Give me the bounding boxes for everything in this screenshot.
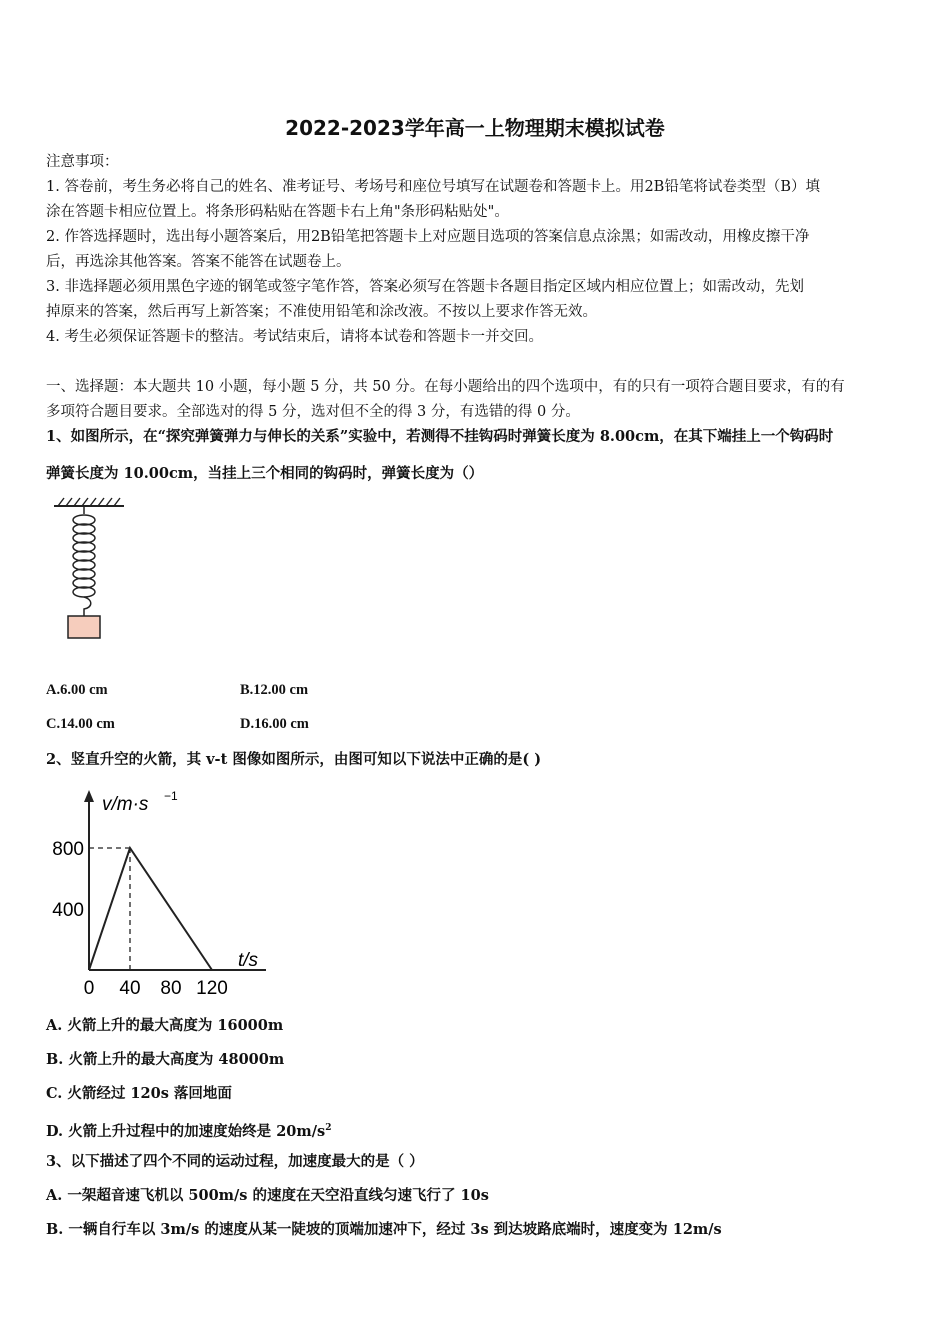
y-axis-label: v/m·s [102,794,149,815]
vt-chart [44,784,274,1000]
x-tick-label: 120 [196,978,228,999]
notice-line: 后，再选涂其他答案。答案不能答在试题卷上。 [46,254,351,270]
q1-stem: 弹簧长度为 10.00cm，当挂上三个相同的钩码时，弹簧长度为（） [46,465,484,482]
q2-option-d [46,1118,908,1142]
y-axis-label-sup: −1 [164,789,178,803]
q2-option-b: B. 火箭上升的最大高度为 48000m [46,1051,285,1068]
section-instructions: 一、选择题：本大题共 10 小题，每小题 5 分，共 50 分。在每小题给出的四个选项中，有的只有一项符合题目要求，有的有 [46,379,845,395]
q1-option-b: B.12.00 cm [240,682,309,698]
notice-line: 涂在答题卡相应位置上。将条形码粘贴在答题卡右上角"条形码粘贴处"。 [46,204,509,220]
notice-line: 掉原来的答案，然后再写上新答案；不准使用铅笔和涂改液。不按以上要求作答无效。 [46,304,597,320]
notice-line: 3. 非选择题必须用黑色字迹的钢笔或签字笔作答，答案必须写在答题卡各题目指定区域内相应位置上；如需改动，先划 [46,279,804,295]
q2-option-d-sup: 2 [325,1123,332,1133]
y-tick-label: 400 [52,900,84,921]
q1-stem: 1、如图所示，在“探究弹簧弹力与伸长的关系”实验中，若测得不挂钩码时弹簧长度为 8.00cm，在其下端挂上一个钩码时 [46,428,834,445]
q1-option-a: A.6.00 cm [46,682,108,698]
exam-title: 2022-2023学年高一上物理期末模拟试卷 [285,116,665,140]
y-tick-label: 800 [52,839,84,860]
notice-line: 4. 考生必须保证答题卡的整洁。考试结束后，请将本试卷和答题卡一并交回。 [46,329,543,345]
q3-option-b: B. 一辆自行车以 3m/s 的速度从某一陡坡的顶端加速冲下，经过 3s 到达坡路底端时，速度变为 12m/s [46,1221,722,1238]
q2-stem: 2、竖直升空的火箭，其 v-t 图像如图所示，由图可知以下说法中正确的是( ) [46,751,542,768]
spring-figure [48,496,132,644]
velocity-series-line [89,848,212,970]
x-tick-label: 80 [160,978,182,999]
hook-weight [68,616,100,638]
x-tick-label: 40 [119,978,141,999]
q1-option-d: D.16.00 cm [240,716,309,732]
notice-line: 1. 答卷前，考生务必将自己的姓名、准考证号、考场号和座位号填写在试题卷和答题卡上。用2B铅笔将试卷类型（B）填 [46,179,820,195]
q1-option-c: C.14.00 cm [46,716,115,732]
q3-option-a: A. 一架超音速飞机以 500m/s 的速度在天空沿直线匀速飞行了 10s [46,1187,489,1204]
x-tick-label: 0 [83,978,95,999]
notice-heading: 注意事项： [46,154,119,170]
section-instructions: 多项符合题目要求。全部选对的得 5 分，选对但不全的得 3 分，有选错的得 0 分。 [46,404,580,420]
q2-option-a: A. 火箭上升的最大高度为 16000m [46,1017,284,1034]
q3-stem: 3、以下描述了四个不同的运动过程，加速度最大的是（ ） [46,1153,424,1170]
x-axis-label: t/s [238,950,259,971]
q2-option-c: C. 火箭经过 120s 落回地面 [46,1085,232,1102]
y-axis-arrow [84,790,94,802]
notice-line: 2. 作答选择题时，选出每小题答案后，用2B铅笔把答题卡上对应题目选项的答案信息点涂黑；如需改动，用橡皮擦干净 [46,229,810,245]
q2-option-d-text: D. 火箭上升过程中的加速度始终是 20m/s [46,1122,326,1140]
